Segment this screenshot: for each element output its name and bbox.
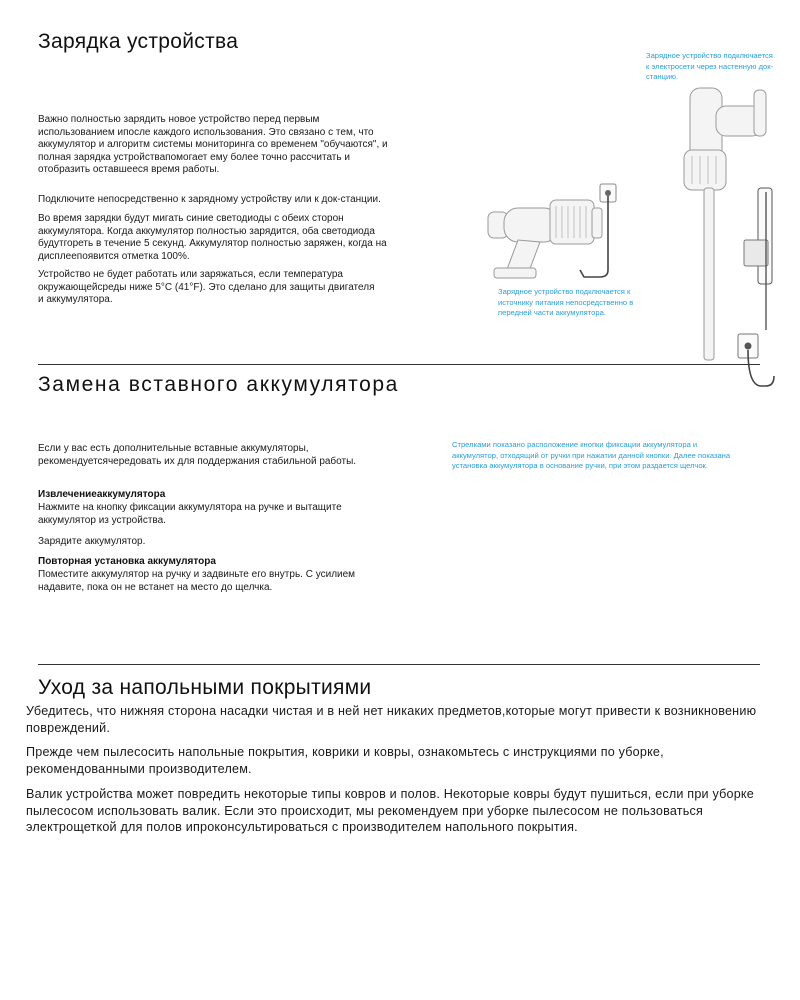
floor-paragraph-3: Валик устройства может повредить некоторые типы ковров и полов. Некоторые ковры будут пушиться, если при уборке пылесосом использовать валик. Если это происходит, мы рекомендуем при уборке пылесосом не пользоваться электрощеткой для полов ипроконсультироваться с производителем напольного покрытия.	[26, 787, 754, 834]
floor-title: Уход за напольными покрытиями	[38, 676, 372, 699]
battery-reinstall-text: Поместите аккумулятор на ручку и задвиньте его внутрь. С усилием надавите, пока он не встанет на место до щелчка.	[38, 569, 356, 593]
charging-paragraph-4: Устройство не будет работать или заряжаться, если температура окружающейсреды ниже 5°C (41°F). Это сделано для защиты двигателя и аккумулятора.	[38, 269, 375, 305]
charging-paragraph-2: Подключите непосредственно к зарядному устройству или к док-станции.	[38, 194, 381, 205]
battery-reinstall-heading: Повторная установка аккумулятора	[38, 556, 216, 567]
divider-1	[38, 364, 760, 365]
charging-paragraph-3: Во время зарядки будут мигать синие светодиоды с обеих сторон аккумулятора. Когда аккумулятор полностью зарядится, оба светодиода будутгореть в течение 5 секунд. Аккумулятор полностью заряжен, когда на дисплеепоявится отметка 100%.	[38, 213, 387, 262]
battery-charge-text: Зарядите аккумулятор.	[38, 536, 146, 547]
handheld-vacuum-charging-illustration	[484, 178, 624, 282]
battery-intro: Если у вас есть дополнительные вставные аккумуляторы, рекомендуетсячередовать их для поддержания стабильной работы.	[38, 443, 357, 467]
battery-title: Замена вставного аккумулятора	[38, 373, 399, 396]
stick-vacuum-dock-illustration	[670, 80, 782, 390]
caption-direct-charging: Зарядное устройство подключается к источнику питания непосредственно в передней части аккумулятора.	[498, 287, 634, 318]
battery-removal-heading: Извлечениеаккумулятора	[38, 489, 166, 500]
divider-2	[38, 664, 760, 665]
charging-paragraph-1: Важно полностью зарядить новое устройство перед первым использованием ипосле каждого использования. Это связано с тем, что аккумулятор и алгоритм системы мониторинга со временем "обучаются", и полная зарядка устройствапомогает ему более точно рассчитать и отобразить оставшееся время работы.	[38, 114, 388, 175]
battery-caption: Стрелками показано расположение кнопки фиксации аккумулятора и аккумулятор, отходящий от ручки при нажатии данной кнопки. Далее показана установка аккумулятора в основание ручки, при этом раздается щелчок.	[452, 440, 731, 471]
charging-title: Зарядка устройства	[38, 30, 239, 53]
floor-paragraph-1: Убедитесь, что нижняя сторона насадки чистая и в ней нет никаких предметов,которые могут привести к возникновению повреждений.	[26, 704, 757, 735]
floor-paragraph-2: Прежде чем пылесосить напольные покрытия, коврики и ковры, ознакомьтесь с инструкциями по уборке, рекомендованными производителем.	[26, 745, 664, 776]
battery-removal-text: Нажмите на кнопку фиксации аккумулятора на ручке и вытащите аккумулятор из устройства.	[38, 502, 342, 526]
caption-dock-charging: Зарядное устройство подключается к электросети через настенную док- станцию.	[646, 51, 774, 82]
